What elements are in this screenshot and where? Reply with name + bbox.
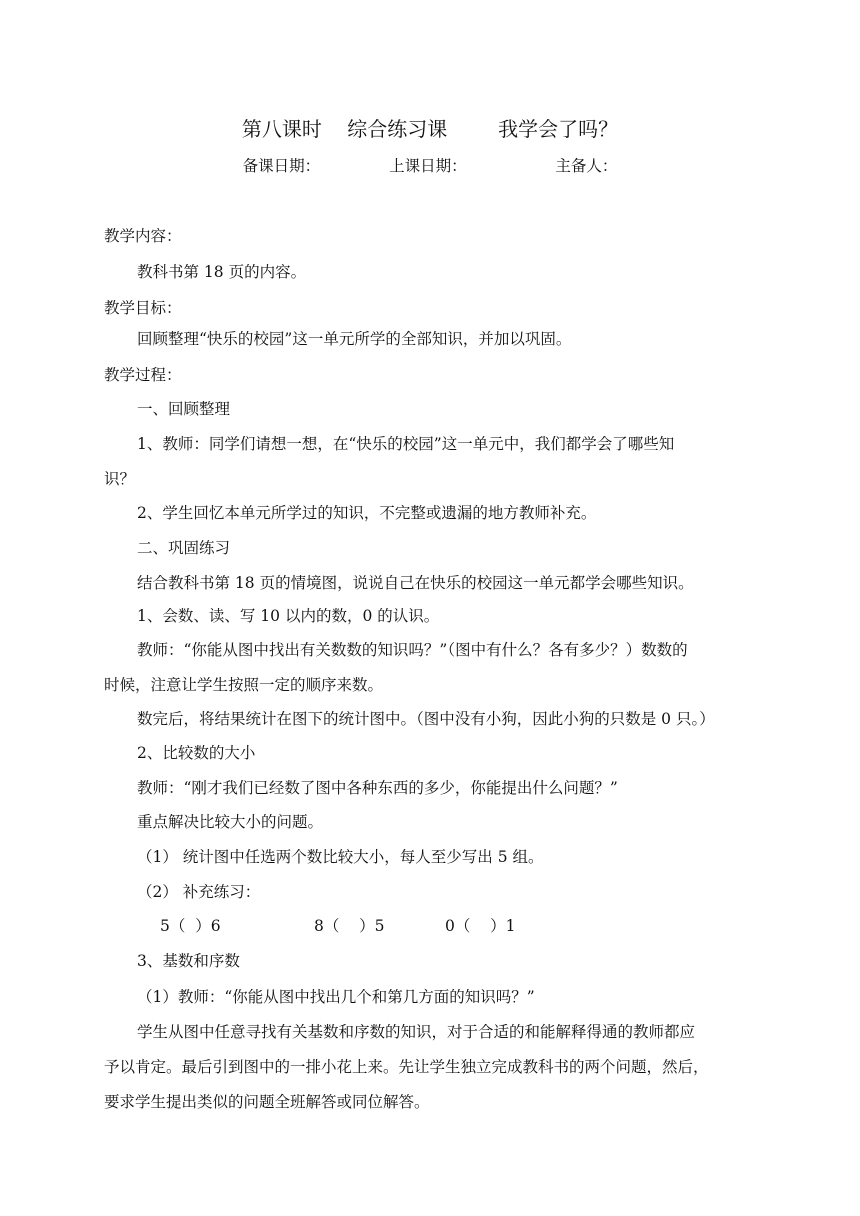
list-item: （2） 补充练习： bbox=[137, 883, 261, 901]
paragraph-text: 予以肯定。最后引到图中的一排小花上来。先让学生独立完成教科书的两个问题，然后， bbox=[104, 1058, 709, 1076]
subheading-review: 一、回顾整理 bbox=[137, 400, 231, 418]
paragraph-text: 要求学生提出类似的问题全班解答或同位解答。 bbox=[104, 1093, 430, 1111]
paragraph-text: 教科书第 18 页的内容。 bbox=[137, 263, 307, 281]
comparison-item: 5（ ）6 bbox=[160, 917, 221, 935]
subheading-compare: 2、比较数的大小 bbox=[137, 744, 256, 762]
paragraph-text: 1、会数、读、写 10 以内的数，0 的认识。 bbox=[137, 607, 440, 625]
comparison-item: 8（ ）5 bbox=[314, 917, 385, 935]
paragraph-text: 2、学生回忆本单元所学过的知识，不完整或遗漏的地方教师补充。 bbox=[137, 504, 597, 522]
section-heading-goals: 教学目标： bbox=[104, 299, 182, 317]
section-heading-process: 教学过程： bbox=[104, 366, 182, 384]
paragraph-text: 1、教师：同学们请想一想，在“快乐的校园”这一单元中，我们都学会了哪些知 bbox=[137, 435, 675, 453]
paragraph-text: 时候，注意让学生按照一定的顺序来数。 bbox=[104, 676, 384, 694]
paragraph-text: 教师：“你能从图中找出有关数数的知识吗？”（图中有什么？各有多少？）数数的 bbox=[137, 641, 688, 659]
paragraph-text: 识？ bbox=[104, 470, 136, 488]
comparison-item: 0（ ）1 bbox=[445, 917, 516, 935]
subheading-cardinal-ordinal: 3、基数和序数 bbox=[137, 952, 240, 970]
section-heading-content: 教学内容： bbox=[104, 227, 182, 245]
list-item: （1） 统计图中任选两个数比较大小，每人至少写出 5 组。 bbox=[137, 848, 544, 866]
lesson-title: 第八课时 综合练习课 我学会了吗？ bbox=[241, 117, 619, 141]
paragraph-text: 回顾整理“快乐的校园”这一单元所学的全部知识，并加以巩固。 bbox=[137, 330, 572, 348]
lesson-date-info: 备课日期： 上课日期： 主备人： bbox=[242, 157, 618, 175]
paragraph-text: 教师：“刚才我们已经数了图中各种东西的多少，你能提出什么问题？” bbox=[137, 779, 618, 797]
list-item: （1）教师：“你能从图中找出几个和第几方面的知识吗？” bbox=[137, 988, 535, 1006]
paragraph-text: 学生从图中任意寻找有关基数和序数的知识，对于合适的和能解释得通的教师都应 bbox=[137, 1023, 696, 1041]
paragraph-text: 重点解决比较大小的问题。 bbox=[137, 813, 324, 831]
paragraph-text: 数完后，将结果统计在图下的统计图中。（图中没有小狗，因此小狗的只数是 0 只。） bbox=[137, 710, 715, 728]
paragraph-text: 结合教科书第 18 页的情境图，说说自己在快乐的校园这一单元都学会哪些知识。 bbox=[137, 574, 694, 592]
subheading-practice: 二、巩固练习 bbox=[137, 539, 231, 557]
